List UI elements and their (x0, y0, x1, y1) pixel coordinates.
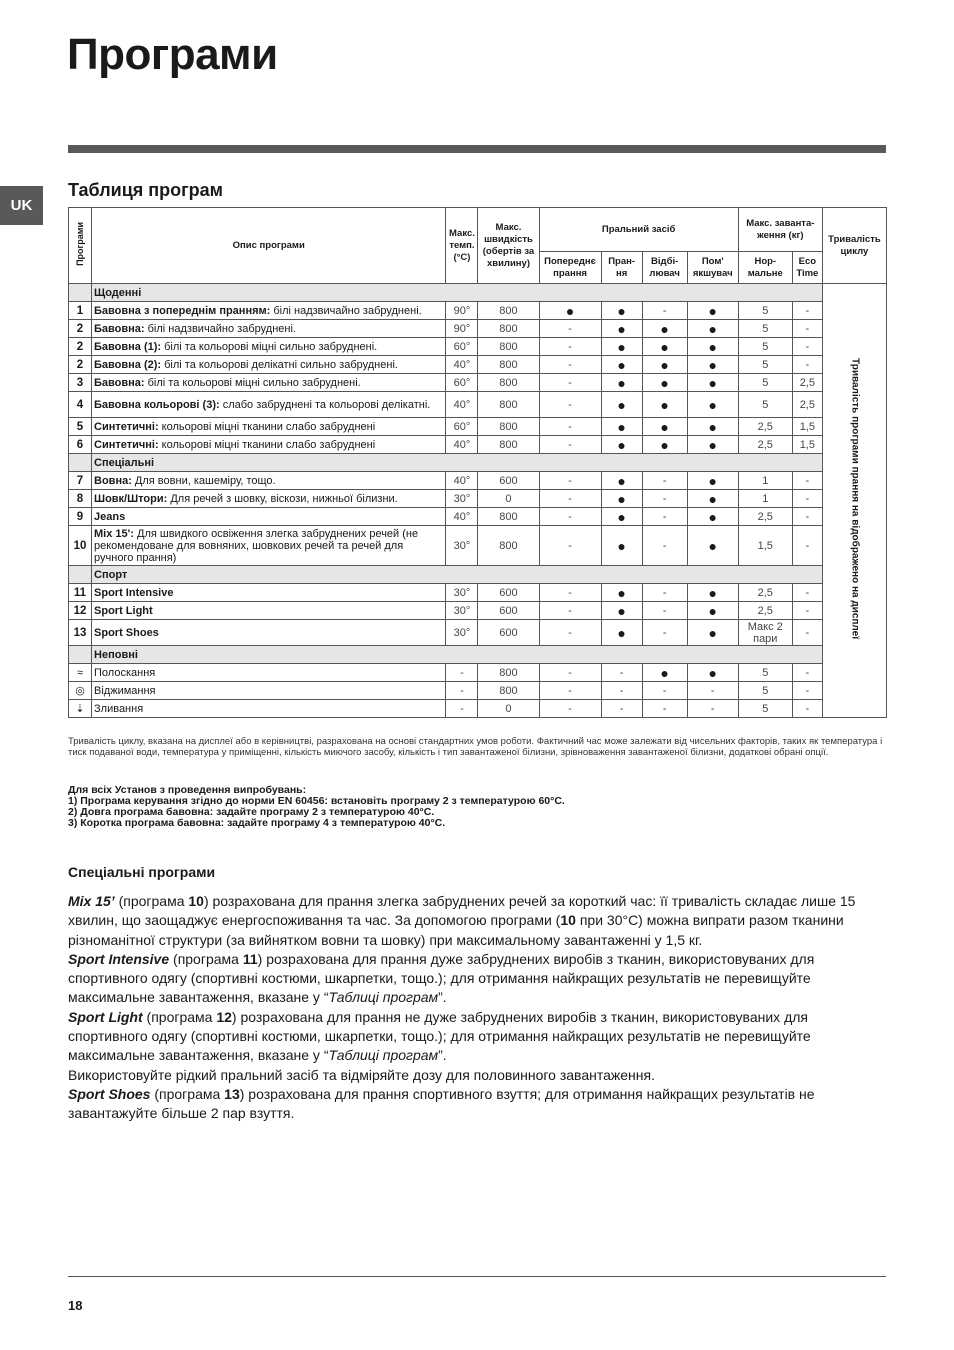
temp-cell: - (446, 682, 478, 700)
bleach-cell: ● (642, 664, 687, 682)
wash-cell: ● (601, 374, 642, 392)
bleach-cell: ● (642, 436, 687, 454)
prewash-cell: - (539, 700, 601, 718)
softener-cell: ● (687, 356, 738, 374)
temp-cell: 40° (446, 436, 478, 454)
temp-cell: 90° (446, 302, 478, 320)
bleach-cell: ● (642, 356, 687, 374)
eco-load-cell: - (792, 602, 822, 620)
header-prewash: Попереднє прання (539, 252, 601, 284)
wash-cell: - (601, 682, 642, 700)
table-row (69, 526, 887, 566)
softener-cell: ● (687, 490, 738, 508)
program-description (92, 356, 446, 374)
bleach-cell: - (642, 700, 687, 718)
table-row (69, 602, 887, 620)
table-row (69, 320, 887, 338)
program-name: Бавовна кольорові (3): (94, 398, 220, 411)
normal-load-cell: 1 (738, 472, 792, 490)
section-label: Спеціальні (92, 454, 823, 472)
bleach-cell: - (642, 584, 687, 602)
wash-cell: ● (601, 436, 642, 454)
eco-load-cell: - (792, 490, 822, 508)
temp-cell: - (446, 700, 478, 718)
temp-cell: 30° (446, 584, 478, 602)
emphasis-text: Таблиці програм (328, 989, 439, 1006)
program-detail: білі надзвичайно забруднені. (144, 322, 296, 335)
paragraph-text: Використовуйте рідкий пральний засіб та відміряйте дозу для половинного завантаження. (68, 1066, 655, 1083)
temp-cell: 40° (446, 508, 478, 526)
section-spacer (69, 566, 92, 584)
bleach-cell: - (642, 302, 687, 320)
speed-cell: 800 (478, 682, 539, 700)
header-temp: Макс. темп. (°C) (446, 208, 478, 284)
emphasis-text: Sport Intensive (68, 950, 170, 967)
softener-cell: ● (687, 320, 738, 338)
footer-divider (68, 1276, 886, 1277)
bleach-cell: - (642, 602, 687, 620)
duration-footnote: Тривалість циклу, вказана на дисплеї або в керівництві, разрахована на основі стандартних умов роботи. Фактичний час може залежати від чисельних факторів, таких як температура і тиск подаваної води, температура у приміщенні, кількість миючого засобу, кількість і тип завантаженої білизни, зрівноваження завантаженої білизни, додаткові обрані опції. (68, 736, 883, 758)
section-row (69, 646, 887, 664)
wash-cell: ● (601, 526, 642, 566)
program-detail: Для вовни, кашеміру, тощо. (131, 474, 276, 487)
softener-cell: - (687, 682, 738, 700)
emphasis-text: 13 (224, 1085, 240, 1102)
temp-cell: 60° (446, 418, 478, 436)
softener-cell: ● (687, 508, 738, 526)
program-number: 12 (69, 602, 92, 620)
program-number: 7 (69, 472, 92, 490)
special-paragraph (68, 1066, 888, 1085)
speed-cell: 600 (478, 602, 539, 620)
program-description (92, 526, 446, 566)
eco-load-cell: 1,5 (792, 436, 822, 454)
wash-cell: ● (601, 472, 642, 490)
softener-cell: ● (687, 374, 738, 392)
emphasis-text: 10 (560, 912, 576, 929)
program-name: Mix 15': (94, 527, 134, 540)
speed-cell: 800 (478, 526, 539, 566)
emphasis-text: 11 (242, 950, 258, 967)
header-eco: Eco Time (792, 252, 822, 284)
table-row (69, 508, 887, 526)
emphasis-text: Mix 15’ (68, 893, 115, 909)
test-line: 2) Довга програма бавовна: задайте програму 2 з температурою 40°C. (68, 806, 435, 818)
program-description (92, 664, 446, 682)
emphasis-text: Таблиці програм (328, 1047, 439, 1064)
program-number: 10 (69, 526, 92, 566)
section-row (69, 454, 887, 472)
softener-cell: ● (687, 584, 738, 602)
program-description (92, 584, 446, 602)
language-tab: UK (0, 186, 43, 225)
prewash-cell: ● (539, 302, 601, 320)
section-label: Неповні (92, 646, 823, 664)
bleach-cell: - (642, 526, 687, 566)
program-description (92, 472, 446, 490)
normal-load-cell: 5 (738, 682, 792, 700)
program-number: 9 (69, 508, 92, 526)
program-number: 6 (69, 436, 92, 454)
normal-load-cell: 5 (738, 392, 792, 418)
duration-cell (822, 284, 886, 718)
eco-load-cell: - (792, 526, 822, 566)
prewash-cell: - (539, 602, 601, 620)
wash-cell: ● (601, 338, 642, 356)
table-row (69, 472, 887, 490)
header-description: Опис програми (92, 208, 446, 284)
softener-cell: ● (687, 302, 738, 320)
table-row (69, 302, 887, 320)
program-description (92, 436, 446, 454)
temp-cell: 60° (446, 338, 478, 356)
emphasis-text: 10 (188, 893, 204, 909)
speed-cell: 800 (478, 302, 539, 320)
speed-cell: 0 (478, 490, 539, 508)
duration-note: Тривалість програми прання на відображено на дисплеї (849, 358, 861, 640)
table-row (69, 356, 887, 374)
program-description (92, 302, 446, 320)
softener-cell: ● (687, 418, 738, 436)
program-name: Бавовна (2): (94, 358, 162, 371)
program-number: 2 (69, 338, 92, 356)
prewash-cell: - (539, 620, 601, 646)
softener-cell: ● (687, 620, 738, 646)
program-detail: Полоскання (94, 666, 156, 679)
spin-icon: ◎ (69, 682, 92, 700)
wash-cell: - (601, 664, 642, 682)
prewash-cell: - (539, 338, 601, 356)
programs-table (68, 207, 887, 718)
wash-cell: - (601, 700, 642, 718)
program-name: Sport Shoes (94, 626, 159, 639)
normal-load-cell: 1,5 (738, 526, 792, 566)
emphasis-text: Sport Shoes (68, 1085, 151, 1102)
temp-cell: 90° (446, 320, 478, 338)
rinse-icon: ≈ (69, 664, 92, 682)
test-line: 1) Програма керування згідно до норми EN 60456: встановіть програму 2 з температурою 60°C. (68, 795, 565, 807)
softener-cell: ● (687, 392, 738, 418)
speed-cell: 800 (478, 374, 539, 392)
softener-cell: - (687, 700, 738, 718)
paragraph-text: ) розрахована для прання дуже забруднених виробів з тканин, використовуваних для спортивного одягу (спортивні костюми, шкарпетки, тощо.); для отримання найкращих результатів не перевищуйте максимальне завантаження, вказане у “ (68, 950, 815, 1006)
program-number: 5 (69, 418, 92, 436)
softener-cell: ● (687, 436, 738, 454)
program-description (92, 602, 446, 620)
table-row (69, 682, 887, 700)
program-description (92, 320, 446, 338)
normal-load-cell: 5 (738, 700, 792, 718)
speed-cell: 800 (478, 356, 539, 374)
emphasis-text: Sport Light (68, 1008, 143, 1025)
special-programs-text (68, 892, 888, 1124)
program-number: 11 (69, 584, 92, 602)
normal-load-cell: 2,5 (738, 418, 792, 436)
eco-load-cell: - (792, 664, 822, 682)
normal-load-cell: 5 (738, 374, 792, 392)
program-detail: Зливання (94, 702, 144, 715)
test-instructions (68, 785, 888, 829)
speed-cell: 800 (478, 392, 539, 418)
eco-load-cell: - (792, 356, 822, 374)
section-label: Щоденні (92, 284, 823, 302)
program-name: Бавовна з попереднім пранням: (94, 304, 271, 317)
program-number: 13 (69, 620, 92, 646)
section-row (69, 284, 887, 302)
test-line: 3) Коротка програма бавовна: задайте програму 4 з температурою 40°C. (68, 817, 446, 829)
special-paragraph (68, 950, 888, 1008)
temp-cell: - (446, 664, 478, 682)
prewash-cell: - (539, 664, 601, 682)
program-description (92, 508, 446, 526)
table-row (69, 620, 887, 646)
program-detail: кольорові міцні тканини слабо забруднені (158, 438, 376, 451)
bleach-cell: ● (642, 338, 687, 356)
program-detail: білі та кольорові міцні сильно забруднені. (144, 376, 361, 389)
temp-cell: 30° (446, 490, 478, 508)
wash-cell: ● (601, 302, 642, 320)
program-detail: слабо забруднені та кольорові делікатні. (219, 398, 431, 411)
table-row (69, 392, 887, 418)
temp-cell: 30° (446, 602, 478, 620)
eco-load-cell: - (792, 682, 822, 700)
prewash-cell: - (539, 682, 601, 700)
wash-cell: ● (601, 508, 642, 526)
program-description (92, 682, 446, 700)
program-name: Синтетичні: (94, 438, 159, 451)
paragraph-text: (програма (169, 950, 243, 967)
program-name: Синтетичні: (94, 420, 159, 433)
wash-cell: ● (601, 602, 642, 620)
program-detail: Віджимання (94, 684, 156, 697)
paragraph-text: (програма (150, 1085, 225, 1102)
speed-cell: 800 (478, 320, 539, 338)
program-name: Sport Light (94, 604, 153, 617)
program-name: Jeans (94, 510, 126, 523)
wash-cell: ● (601, 392, 642, 418)
header-divider (68, 145, 886, 153)
program-detail: Для швидкого освіження злегка забруднених речей (не рекомендоване для вовняних, шовкових речей та речей для ручного прання) (94, 527, 419, 564)
eco-load-cell: - (792, 584, 822, 602)
normal-load-cell: 2,5 (738, 602, 792, 620)
program-name: Бавовна: (94, 376, 145, 389)
wash-cell: ● (601, 490, 642, 508)
normal-load-cell: 5 (738, 302, 792, 320)
table-row (69, 338, 887, 356)
prewash-cell: - (539, 526, 601, 566)
bleach-cell: - (642, 472, 687, 490)
page-number: 18 (68, 1298, 83, 1313)
wash-cell: ● (601, 418, 642, 436)
header-normal: Нор- мальне (738, 252, 792, 284)
eco-load-cell: - (792, 508, 822, 526)
prewash-cell: - (539, 490, 601, 508)
prewash-cell: - (539, 508, 601, 526)
eco-load-cell: - (792, 338, 822, 356)
drain-icon: ⇣ (69, 700, 92, 718)
eco-load-cell: - (792, 472, 822, 490)
prewash-cell: - (539, 374, 601, 392)
speed-cell: 800 (478, 418, 539, 436)
program-number: 2 (69, 356, 92, 374)
normal-load-cell: 2,5 (738, 584, 792, 602)
program-name: Бавовна (1): (94, 340, 162, 353)
test-line: Для всіх Установ з проведення випробувань: (68, 784, 307, 796)
table-row (69, 436, 887, 454)
normal-load-cell: 2,5 (738, 508, 792, 526)
emphasis-text: 12 (216, 1008, 232, 1025)
table-row (69, 700, 887, 718)
section-label: Спорт (92, 566, 823, 584)
header-duration: Тривалість циклу (822, 208, 886, 284)
program-detail: білі та кольорові міцні сильно забруднені. (161, 340, 378, 353)
temp-cell: 40° (446, 472, 478, 490)
speed-cell: 800 (478, 436, 539, 454)
wash-cell: ● (601, 620, 642, 646)
bleach-cell: ● (642, 418, 687, 436)
program-description (92, 338, 446, 356)
program-description (92, 418, 446, 436)
bleach-cell: ● (642, 374, 687, 392)
paragraph-text: ”. (438, 989, 447, 1006)
eco-load-cell: 2,5 (792, 374, 822, 392)
paragraph-text: ) розрахована для прання злегка забруднених речей за короткий час: її тривалість складає лише 15 хвилин, що заощаджує енергоспоживання та час. За допомогою програми ( (68, 893, 856, 929)
prewash-cell: - (539, 472, 601, 490)
paragraph-text: ”. (438, 1047, 447, 1064)
eco-load-cell: - (792, 320, 822, 338)
prewash-cell: - (539, 584, 601, 602)
program-number: 4 (69, 392, 92, 418)
program-description (92, 490, 446, 508)
prewash-cell: - (539, 320, 601, 338)
prewash-cell: - (539, 436, 601, 454)
temp-cell: 60° (446, 374, 478, 392)
header-wash: Пран- ня (601, 252, 642, 284)
table-row (69, 584, 887, 602)
program-detail: білі та кольорові делікатні сильно забруднені. (161, 358, 398, 371)
section-spacer (69, 454, 92, 472)
speed-cell: 800 (478, 664, 539, 682)
eco-load-cell: - (792, 302, 822, 320)
program-description (92, 392, 446, 418)
normal-load-cell: 5 (738, 338, 792, 356)
wash-cell: ● (601, 356, 642, 374)
speed-cell: 600 (478, 584, 539, 602)
speed-cell: 600 (478, 472, 539, 490)
paragraph-text: (програма (142, 1008, 217, 1025)
table-row (69, 490, 887, 508)
bleach-cell: - (642, 620, 687, 646)
header-softener: Пом' якшувач (687, 252, 738, 284)
special-paragraph (68, 1008, 888, 1066)
eco-load-cell: 2,5 (792, 392, 822, 418)
prewash-cell: - (539, 356, 601, 374)
eco-load-cell: - (792, 620, 822, 646)
header-speed: Макс. швидкість (обертів за хвилину) (478, 208, 539, 284)
program-name: Шовк/Штори: (94, 492, 168, 505)
softener-cell: ● (687, 338, 738, 356)
softener-cell: ● (687, 472, 738, 490)
speed-cell: 800 (478, 338, 539, 356)
paragraph-text: (програма (114, 893, 189, 909)
table-title: Таблиця програм (68, 180, 223, 200)
program-number: 2 (69, 320, 92, 338)
bleach-cell: - (642, 490, 687, 508)
table-row (69, 374, 887, 392)
header-bleach: Відбі- лювач (642, 252, 687, 284)
section-spacer (69, 284, 92, 302)
speed-cell: 0 (478, 700, 539, 718)
program-name: Вовна: (94, 474, 132, 487)
special-paragraph (68, 892, 888, 950)
softener-cell: ● (687, 664, 738, 682)
normal-load-cell: 5 (738, 320, 792, 338)
normal-load-cell: 2,5 (738, 436, 792, 454)
program-description (92, 374, 446, 392)
speed-cell: 800 (478, 508, 539, 526)
special-programs-heading: Спеціальні програми (68, 864, 216, 880)
program-name: Sport Intensive (94, 586, 174, 599)
header-programs: Програми (69, 208, 92, 284)
paragraph-text: при 30°C) можна випрати разом тканини різноманітної структури (за вийнятком вовни та шовку) при максимальному завантаженні у 1,5 кг. (68, 912, 844, 948)
table-row (69, 664, 887, 682)
wash-cell: ● (601, 320, 642, 338)
program-description (92, 700, 446, 718)
page-title: Програми (67, 30, 278, 79)
temp-cell: 30° (446, 526, 478, 566)
section-row (69, 566, 887, 584)
temp-cell: 30° (446, 620, 478, 646)
normal-load-cell: Макс 2 пари (738, 620, 792, 646)
special-paragraph (68, 1085, 888, 1124)
eco-load-cell: 1,5 (792, 418, 822, 436)
bleach-cell: ● (642, 392, 687, 418)
section-spacer (69, 646, 92, 664)
softener-cell: ● (687, 526, 738, 566)
normal-load-cell: 1 (738, 490, 792, 508)
program-number: 1 (69, 302, 92, 320)
table-row (69, 418, 887, 436)
program-number: 8 (69, 490, 92, 508)
softener-cell: ● (687, 602, 738, 620)
prewash-cell: - (539, 418, 601, 436)
normal-load-cell: 5 (738, 356, 792, 374)
normal-load-cell: 5 (738, 664, 792, 682)
prewash-cell: - (539, 392, 601, 418)
paragraph-text: ) розрахована для прання не дуже забруднених виробів з тканин, використовуваних для спортивного одягу (спортивні костюми, шкарпетки, тощо.); для отримання найкращих результатів не перевищуйте максимальне завантаження, вказане у “ (68, 1008, 811, 1064)
bleach-cell: - (642, 682, 687, 700)
header-detergent: Пральний засіб (539, 208, 738, 252)
eco-load-cell: - (792, 700, 822, 718)
program-number: 3 (69, 374, 92, 392)
temp-cell: 40° (446, 356, 478, 374)
program-detail: Для речей з шовку, віскози, нижньої білизни. (167, 492, 398, 505)
program-description (92, 620, 446, 646)
wash-cell: ● (601, 584, 642, 602)
paragraph-text: ) розрахована для прання спортивного взуття; для отримання найкращих результатів не завантажуйте більше 2 пар взуття. (68, 1085, 815, 1122)
header-maxload: Макс. заванта- ження (кг) (738, 208, 822, 252)
speed-cell: 600 (478, 620, 539, 646)
program-name: Бавовна: (94, 322, 145, 335)
program-detail: білі надзвичайно забруднені. (270, 304, 422, 317)
program-detail: кольорові міцні тканини слабо забруднені (158, 420, 376, 433)
bleach-cell: - (642, 508, 687, 526)
temp-cell: 40° (446, 392, 478, 418)
bleach-cell: ● (642, 320, 687, 338)
